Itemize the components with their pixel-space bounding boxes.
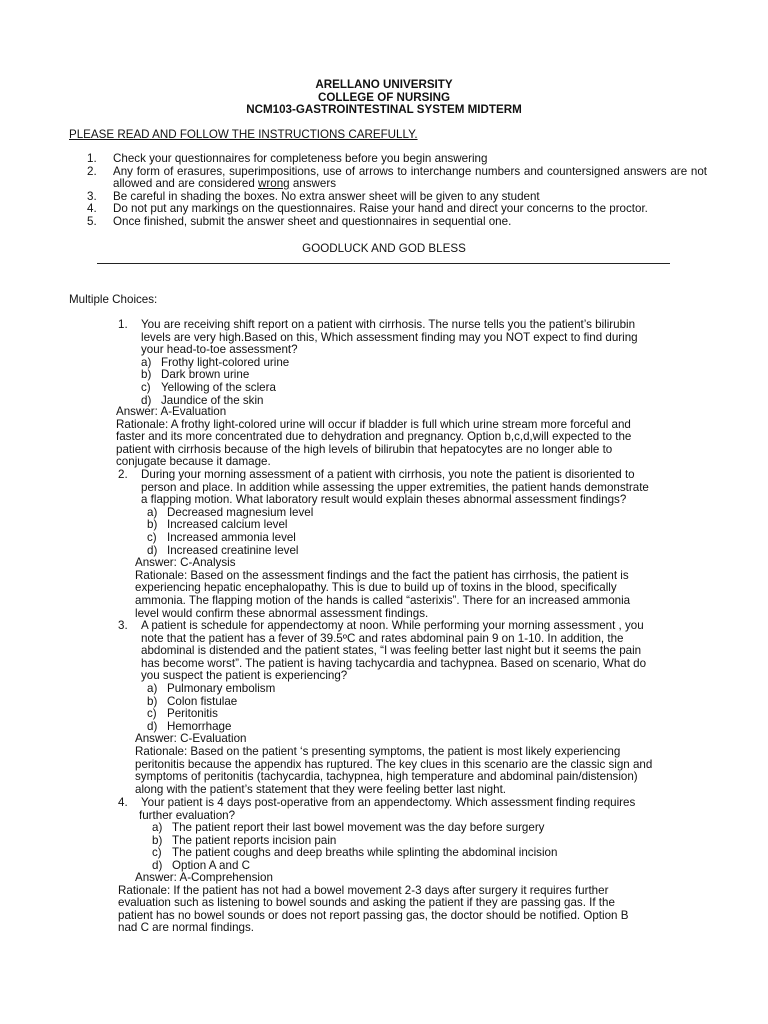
option-text: The patient coughs and deep breaths while splinting the abdominal incision xyxy=(172,846,558,860)
instruction-number: 3. xyxy=(87,189,97,203)
option-letter: a) xyxy=(147,681,158,695)
document-header xyxy=(0,79,768,117)
instruction-number: 5. xyxy=(87,214,97,228)
rationale-line: patient with cirrhosis because of the high levels of bilirubin that hepatocytes are no longer able to xyxy=(116,442,613,456)
question-stem-line: you suspect the patient is experiencing? xyxy=(141,669,348,683)
divider-line xyxy=(97,263,670,264)
question-text: During your morning assessment of a patient with cirrhosis, you note the patient is disoriented to xyxy=(141,468,635,481)
instruction-text-part: Any form of erasures, superimpositions, use of arrows to interchange numbers and countersigned answers are not allowed and are considered xyxy=(113,164,707,191)
option-text: Hemorrhage xyxy=(167,719,232,733)
option-text: The patient report their last bowel movement was the day before surgery xyxy=(172,821,545,835)
rationale-line: Rationale: Based on the patient ‘s presenting symptoms, the patient is most likely experiencing xyxy=(135,744,621,758)
option-letter: d) xyxy=(147,543,158,557)
option-letter: a) xyxy=(152,821,163,835)
rationale-line: evaluation such as listening to bowel sounds and asking the patient if they are passing gas. If the xyxy=(118,896,615,910)
answer-text: Answer: A-Comprehension xyxy=(135,871,273,884)
rationale-line: Rationale: If the patient has not had a bowel movement 2-3 days after surgery it requires further xyxy=(118,883,609,897)
option-text: The patient reports incision pain xyxy=(172,833,337,847)
rationale-line: symptoms of peritonitis (tachycardia, tachypnea, high temperature and abdominal pain/distension) xyxy=(135,770,638,784)
question-stem-line: levels are very high.Based on this, Which assessment finding may you NOT expect to find during xyxy=(141,330,638,344)
rationale-line: peritonitis because the appendix has ruptured. The key clues in this scenario are the classic sign and xyxy=(135,757,653,771)
instruction-text: Check your questionnaires for completeness before you begin answering xyxy=(113,152,488,165)
question-text: A patient is schedule for appendectomy at noon. While performing your morning assessment , you xyxy=(141,619,644,632)
option-text: Increased calcium level xyxy=(167,518,288,532)
option-text: Jaundice of the skin xyxy=(161,393,264,407)
instruction-number: 4. xyxy=(87,202,97,216)
option-item xyxy=(147,696,652,709)
question-stem-line: further evaluation? xyxy=(139,808,236,822)
options-list xyxy=(118,357,638,407)
instructions-title: PLEASE READ AND FOLLOW THE INSTRUCTIONS CAREFULLY. xyxy=(69,128,418,141)
instruction-text: Do not put any markings on the questionnaires. Raise your hand and direct your concerns to the proctor. xyxy=(113,202,648,216)
option-letter: d) xyxy=(152,858,163,872)
option-letter: b) xyxy=(141,368,152,382)
question-text: You are receiving shift report on a patient with cirrhosis. The nurse tells you the patient’s bilirubin xyxy=(141,318,636,331)
answer-text: Answer: C-Evaluation xyxy=(135,732,247,746)
question-4 xyxy=(118,797,635,873)
option-letter: a) xyxy=(141,355,152,369)
question-stem-line xyxy=(118,469,649,482)
goodluck-message: GOODLUCK AND GOD BLESS xyxy=(302,242,466,255)
instructions-list xyxy=(87,153,707,229)
underlined-word: wrong xyxy=(258,177,290,191)
question-2 xyxy=(118,469,649,620)
option-text: Increased ammonia level xyxy=(167,530,296,544)
options-list xyxy=(118,822,635,872)
university-name: ARELLANO UNIVERSITY xyxy=(315,78,453,91)
question-stem-line: abdominal is distended and the patient states, “I was feeling better last night but it seems the pain xyxy=(141,644,642,658)
option-letter: c) xyxy=(152,846,162,860)
question-stem-line xyxy=(118,319,638,332)
question-3 xyxy=(118,620,652,796)
answer-block-4 xyxy=(118,872,628,935)
answer-block-1 xyxy=(116,406,631,469)
option-letter: c) xyxy=(147,530,157,544)
college-name: COLLEGE OF NURSING xyxy=(317,90,451,104)
option-text: Increased creatinine level xyxy=(167,543,299,557)
question-stem-line: your head-to-toe assessment? xyxy=(141,343,298,357)
question-stem-line xyxy=(118,620,652,633)
option-letter: c) xyxy=(141,380,151,394)
rationale-line: Rationale: A frothy light-colored urine will occur if bladder is full which urine stream more forceful and xyxy=(116,417,631,431)
instruction-text: Be careful in shading the boxes. No extra answer sheet will be given to any student xyxy=(113,189,540,203)
rationale-line: along with the patient’s statement that they were feeling better last night. xyxy=(135,782,507,796)
option-letter: a) xyxy=(147,505,158,519)
option-letter: d) xyxy=(147,719,158,733)
options-list xyxy=(118,683,652,733)
answer-block-2 xyxy=(118,557,649,620)
option-text: Dark brown urine xyxy=(161,368,250,382)
rationale-line: nad C are normal findings. xyxy=(118,921,254,935)
instruction-item xyxy=(87,166,707,191)
question-text: Your patient is 4 days post-operative from an appendectomy. Which assessment finding requires xyxy=(141,796,636,809)
instruction-text xyxy=(113,166,707,191)
instruction-number: 2. xyxy=(87,164,97,178)
option-letter: b) xyxy=(147,694,158,708)
rationale-line: conjugate because it damage. xyxy=(116,455,271,469)
question-stem-line xyxy=(118,797,635,810)
question-stem-line: has become worst”. The patient is having tachycardia and tachypnea. Based on scenario, What do xyxy=(141,656,647,670)
option-letter: b) xyxy=(152,833,163,847)
option-text: Decreased magnesium level xyxy=(167,505,314,519)
option-text: Peritonitis xyxy=(167,707,218,721)
rationale-line: ammonia. The flapping motion of the hands is called “asterixis”. There for an increased ammonia xyxy=(135,593,631,607)
option-letter: c) xyxy=(147,707,157,721)
rationale-line: faster and its more concentrated due to dehydration and pregnancy. Option b,c,d,will expected to the xyxy=(116,430,632,444)
option-letter: b) xyxy=(147,518,158,532)
instruction-text-part: answers xyxy=(289,177,337,191)
question-number: 3. xyxy=(118,619,128,632)
rationale-line: level would confirm these abnormal assessment findings. xyxy=(135,606,429,620)
instruction-number: 1. xyxy=(87,152,97,165)
section-label: Multiple Choices: xyxy=(69,293,158,306)
option-letter: d) xyxy=(141,393,152,407)
options-list xyxy=(118,507,649,557)
question-number: 1. xyxy=(118,318,128,331)
option-text: Pulmonary embolism xyxy=(167,681,276,695)
question-stem-line: note that the patient has a fever of 39.5ºC and rates abdominal pain 9 on 1-10. In addition, the xyxy=(141,631,624,645)
answer-block-3 xyxy=(118,733,652,796)
instruction-item xyxy=(87,216,707,229)
answer-text: Answer: C-Analysis xyxy=(135,556,236,570)
instruction-text: Once finished, submit the answer sheet and questionnaires in sequential one. xyxy=(113,214,512,228)
rationale-line: Rationale: Based on the assessment findings and the fact the patient has cirrhosis, the patient is xyxy=(135,568,629,582)
question-number: 4. xyxy=(118,796,128,809)
option-text: Yellowing of the sclera xyxy=(161,380,276,394)
answer-text: Answer: A-Evaluation xyxy=(116,405,227,418)
option-text: Option A and C xyxy=(172,858,250,872)
question-stem-line: a flapping motion. What laboratory result would explain theses abnormal assessment findings? xyxy=(141,493,627,507)
exam-title: NCM103-GASTROINTESTINAL SYSTEM MIDTERM xyxy=(246,103,522,116)
rationale-line: patient has no bowel sounds or does not report passing gas, the doctor should be notified. Option B xyxy=(118,908,629,922)
question-stem-line: person and place. In addition while assessing the upper extremities, the patient hands demonstrate xyxy=(141,480,649,494)
question-1 xyxy=(118,319,638,407)
question-number: 2. xyxy=(118,468,128,481)
option-text: Frothy light-colored urine xyxy=(161,355,290,369)
rationale-line: experiencing hepatic encephalopathy. This is due to build up of toxins in the blood, specifically xyxy=(135,581,617,595)
option-text: Colon fistulae xyxy=(167,694,238,708)
